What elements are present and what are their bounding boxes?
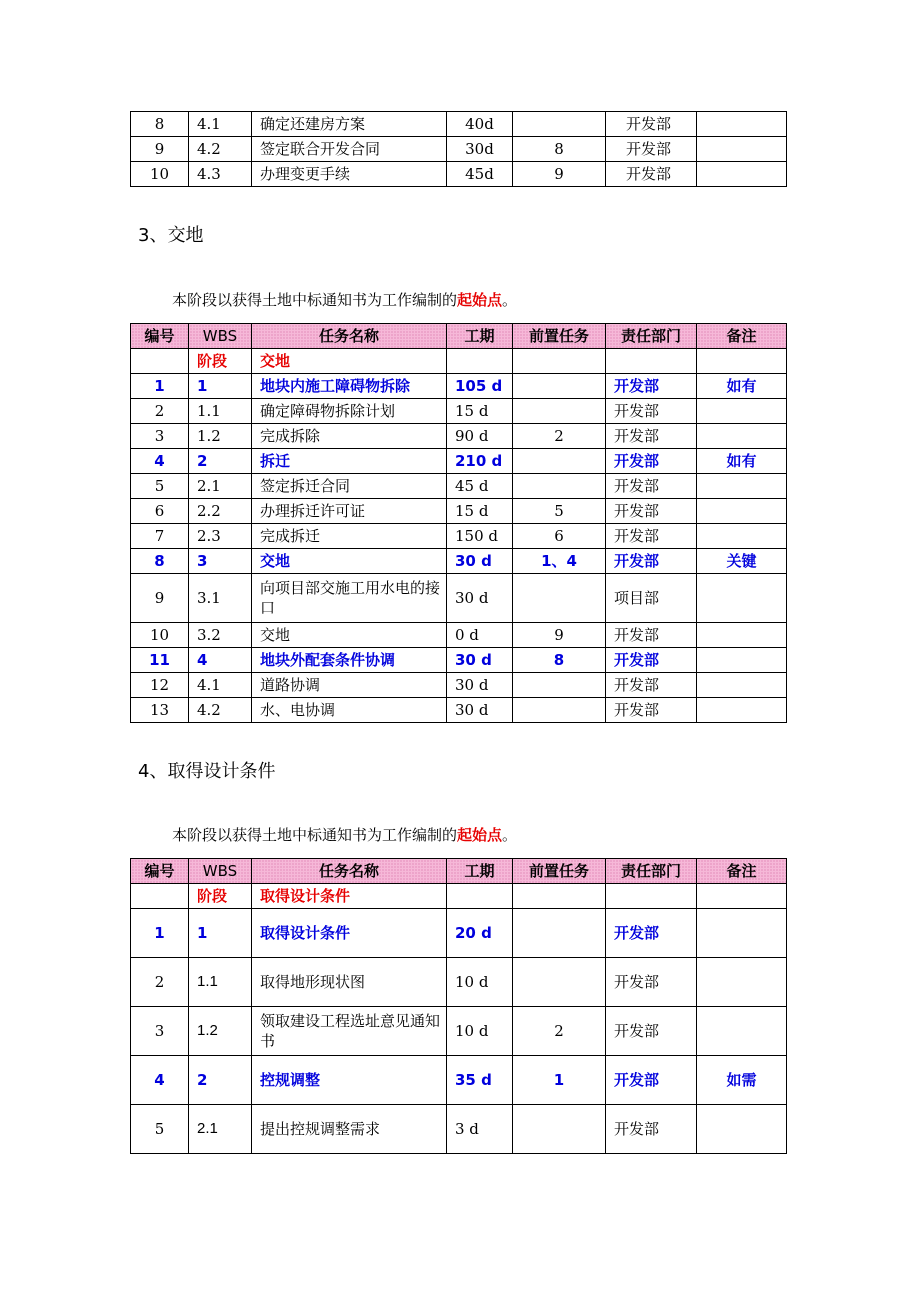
cell-dept: 开发部 [606,499,697,524]
cell-duration: 30 d [447,698,513,723]
cell-wbs: 3 [189,549,252,574]
cell-pred [513,349,606,374]
stage-row [131,884,787,909]
cell-dept: 项目部 [606,574,697,623]
cell-task: 向项目部交施工用水电的接口 [252,574,447,623]
cell-duration: 30 d [447,648,513,673]
table-row [131,1007,787,1056]
cell-pred [513,449,606,474]
task-table-handover [130,323,787,723]
cell-duration: 30 d [447,549,513,574]
cell-note [697,424,787,449]
header-no: 编号 [131,324,189,349]
table-row [131,1056,787,1105]
cell-duration: 10 d [447,1007,513,1056]
cell-note: 关键 [697,549,787,574]
cell-task: 办理变更手续 [252,162,447,187]
cell-wbs: 1 [189,909,252,958]
cell-duration: 3 d [447,1105,513,1154]
table-row [131,474,787,499]
cell-dept: 开发部 [606,909,697,958]
cell-task: 拆迁 [252,449,447,474]
cell-task: 地块内施工障碍物拆除 [252,374,447,399]
cell-duration: 30 d [447,673,513,698]
cell-task: 地块外配套条件协调 [252,648,447,673]
cell-task: 提出控规调整需求 [252,1105,447,1154]
cell-wbs: 2 [189,1056,252,1105]
cell-note [697,1105,787,1154]
cell-dept: 开发部 [606,1056,697,1105]
cell-dept: 开发部 [606,698,697,723]
cell-duration: 105 d [447,374,513,399]
table-row [131,574,787,623]
cell-note [697,137,787,162]
table-row [131,137,787,162]
cell-no: 13 [131,698,189,723]
cell-duration: 90 d [447,424,513,449]
cell-dept: 开发部 [606,958,697,1007]
cell-dept: 开发部 [606,474,697,499]
cell-pred: 5 [513,499,606,524]
cell-dept: 开发部 [606,162,697,187]
cell-task: 控规调整 [252,1056,447,1105]
cell-note: 如需 [697,1056,787,1105]
stage-name: 交地 [252,349,447,374]
cell-no: 2 [131,399,189,424]
cell-no: 5 [131,474,189,499]
cell-wbs: 2.1 [189,474,252,499]
cell-pred [513,112,606,137]
cell-duration: 45d [447,162,513,187]
cell-pred: 1、4 [513,549,606,574]
cell-task: 签定拆迁合同 [252,474,447,499]
cell-task: 签定联合开发合同 [252,137,447,162]
cell-note [697,349,787,374]
header-dept: 责任部门 [606,859,697,884]
cell-dept: 开发部 [606,449,697,474]
cell-duration: 210 d [447,449,513,474]
cell-no: 6 [131,499,189,524]
cell-wbs: 2.2 [189,499,252,524]
cell-wbs: 1 [189,374,252,399]
header-task: 任务名称 [252,324,447,349]
cell-task: 确定还建房方案 [252,112,447,137]
cell-wbs: 2.3 [189,524,252,549]
section-heading: 3、交地 [138,225,204,246]
cell-note [697,698,787,723]
cell-note [697,112,787,137]
cell-note [697,884,787,909]
cell-note [697,499,787,524]
cell-pred: 8 [513,137,606,162]
cell-no: 9 [131,137,189,162]
cell-task: 办理拆迁许可证 [252,499,447,524]
section-intro [172,289,517,310]
cell-dept: 开发部 [606,648,697,673]
cell-no [131,884,189,909]
cell-duration: 30 d [447,574,513,623]
header-dept: 责任部门 [606,324,697,349]
cell-dept: 开发部 [606,374,697,399]
header-pred: 前置任务 [513,324,606,349]
table-row [131,623,787,648]
cell-task: 取得地形现状图 [252,958,447,1007]
cell-pred [513,474,606,499]
table-row [131,1105,787,1154]
intro-end: 。 [502,291,518,309]
header-wbs: WBS [189,859,252,884]
cell-wbs: 4.2 [189,137,252,162]
table-row [131,162,787,187]
intro-highlight: 起始点 [457,826,503,844]
table-header [131,859,787,884]
cell-note: 如有 [697,374,787,399]
cell-duration: 15 d [447,499,513,524]
cell-note [697,673,787,698]
cell-pred: 9 [513,623,606,648]
cell-note [697,648,787,673]
cell-no: 10 [131,162,189,187]
table-row [131,648,787,673]
cell-no: 8 [131,549,189,574]
cell-duration: 20 d [447,909,513,958]
cell-task: 道路协调 [252,673,447,698]
cell-note [697,958,787,1007]
cell-pred: 6 [513,524,606,549]
cell-duration: 150 d [447,524,513,549]
cell-pred: 2 [513,424,606,449]
cell-no: 8 [131,112,189,137]
cell-wbs: 1.1 [189,958,252,1007]
header-note: 备注 [697,324,787,349]
task-table-design-conditions [130,858,787,1154]
cell-dept: 开发部 [606,1007,697,1056]
cell-wbs: 1.2 [189,424,252,449]
cell-note [697,399,787,424]
table-row [131,499,787,524]
cell-wbs: 4.2 [189,698,252,723]
cell-no: 5 [131,1105,189,1154]
cell-note [697,474,787,499]
cell-pred: 9 [513,162,606,187]
cell-note [697,162,787,187]
cell-wbs: 2 [189,449,252,474]
table-row [131,399,787,424]
cell-dept: 开发部 [606,673,697,698]
cell-duration: 45 d [447,474,513,499]
cell-dept: 开发部 [606,524,697,549]
cell-pred [513,399,606,424]
cell-duration [447,349,513,374]
header-no: 编号 [131,859,189,884]
cell-wbs: 3.1 [189,574,252,623]
cell-wbs: 4.1 [189,673,252,698]
table-row [131,909,787,958]
cell-pred [513,958,606,1007]
cell-duration [447,884,513,909]
cell-dept: 开发部 [606,623,697,648]
cell-task: 水、电协调 [252,698,447,723]
cell-wbs: 4.3 [189,162,252,187]
cell-wbs: 1.2 [189,1007,252,1056]
cell-no: 3 [131,424,189,449]
cell-duration: 0 d [447,623,513,648]
cell-pred [513,884,606,909]
cell-duration: 30d [447,137,513,162]
cell-note: 如有 [697,449,787,474]
cell-note [697,623,787,648]
cell-note [697,524,787,549]
cell-duration: 35 d [447,1056,513,1105]
cell-pred [513,909,606,958]
table-row [131,673,787,698]
cell-task: 领取建设工程选址意见通知书 [252,1007,447,1056]
cell-no: 12 [131,673,189,698]
cell-note [697,909,787,958]
header-task: 任务名称 [252,859,447,884]
table-row [131,424,787,449]
cell-pred [513,574,606,623]
cell-pred [513,673,606,698]
header-pred: 前置任务 [513,859,606,884]
table-row [131,524,787,549]
cell-no [131,349,189,374]
table-row [131,374,787,399]
table-row [131,958,787,1007]
cell-pred [513,698,606,723]
cell-dept: 开发部 [606,137,697,162]
table-row [131,112,787,137]
table-row [131,449,787,474]
cell-task: 确定障碍物拆除计划 [252,399,447,424]
cell-note [697,1007,787,1056]
intro-text: 本阶段以获得土地中标通知书为工作编制的 [172,291,458,309]
stage-label: 阶段 [189,884,252,909]
cell-no: 2 [131,958,189,1007]
cell-wbs: 1.1 [189,399,252,424]
cell-no: 7 [131,524,189,549]
cell-no: 1 [131,374,189,399]
header-wbs: WBS [189,324,252,349]
cell-dept: 开发部 [606,1105,697,1154]
cell-note [697,574,787,623]
cell-wbs: 3.2 [189,623,252,648]
stage-name: 取得设计条件 [252,884,447,909]
intro-text: 本阶段以获得土地中标通知书为工作编制的 [172,826,458,844]
cell-dept: 开发部 [606,112,697,137]
cell-wbs: 4.1 [189,112,252,137]
cell-dept [606,884,697,909]
cell-dept [606,349,697,374]
header-note: 备注 [697,859,787,884]
cell-pred: 2 [513,1007,606,1056]
cell-no: 11 [131,648,189,673]
section-heading: 4、取得设计条件 [138,761,276,782]
intro-end: 。 [502,826,518,844]
cell-dept: 开发部 [606,549,697,574]
cell-no: 3 [131,1007,189,1056]
cell-pred: 8 [513,648,606,673]
table-row [131,698,787,723]
cell-pred [513,374,606,399]
cell-task: 交地 [252,549,447,574]
cell-duration: 10 d [447,958,513,1007]
section-intro [172,824,517,845]
cell-wbs: 4 [189,648,252,673]
cell-dept: 开发部 [606,424,697,449]
cell-task: 取得设计条件 [252,909,447,958]
cell-task: 交地 [252,623,447,648]
header-duration: 工期 [447,859,513,884]
cell-task: 完成拆迁 [252,524,447,549]
cell-task: 完成拆除 [252,424,447,449]
cell-wbs: 2.1 [189,1105,252,1154]
stage-row [131,349,787,374]
table-header [131,324,787,349]
table-row [131,549,787,574]
cell-pred: 1 [513,1056,606,1105]
cell-no: 1 [131,909,189,958]
cell-no: 4 [131,1056,189,1105]
cell-no: 9 [131,574,189,623]
stage-label: 阶段 [189,349,252,374]
intro-highlight: 起始点 [457,291,503,309]
cell-pred [513,1105,606,1154]
cell-no: 4 [131,449,189,474]
cell-duration: 40d [447,112,513,137]
header-duration: 工期 [447,324,513,349]
cell-no: 10 [131,623,189,648]
cell-duration: 15 d [447,399,513,424]
cell-dept: 开发部 [606,399,697,424]
task-table-continued [130,111,787,187]
